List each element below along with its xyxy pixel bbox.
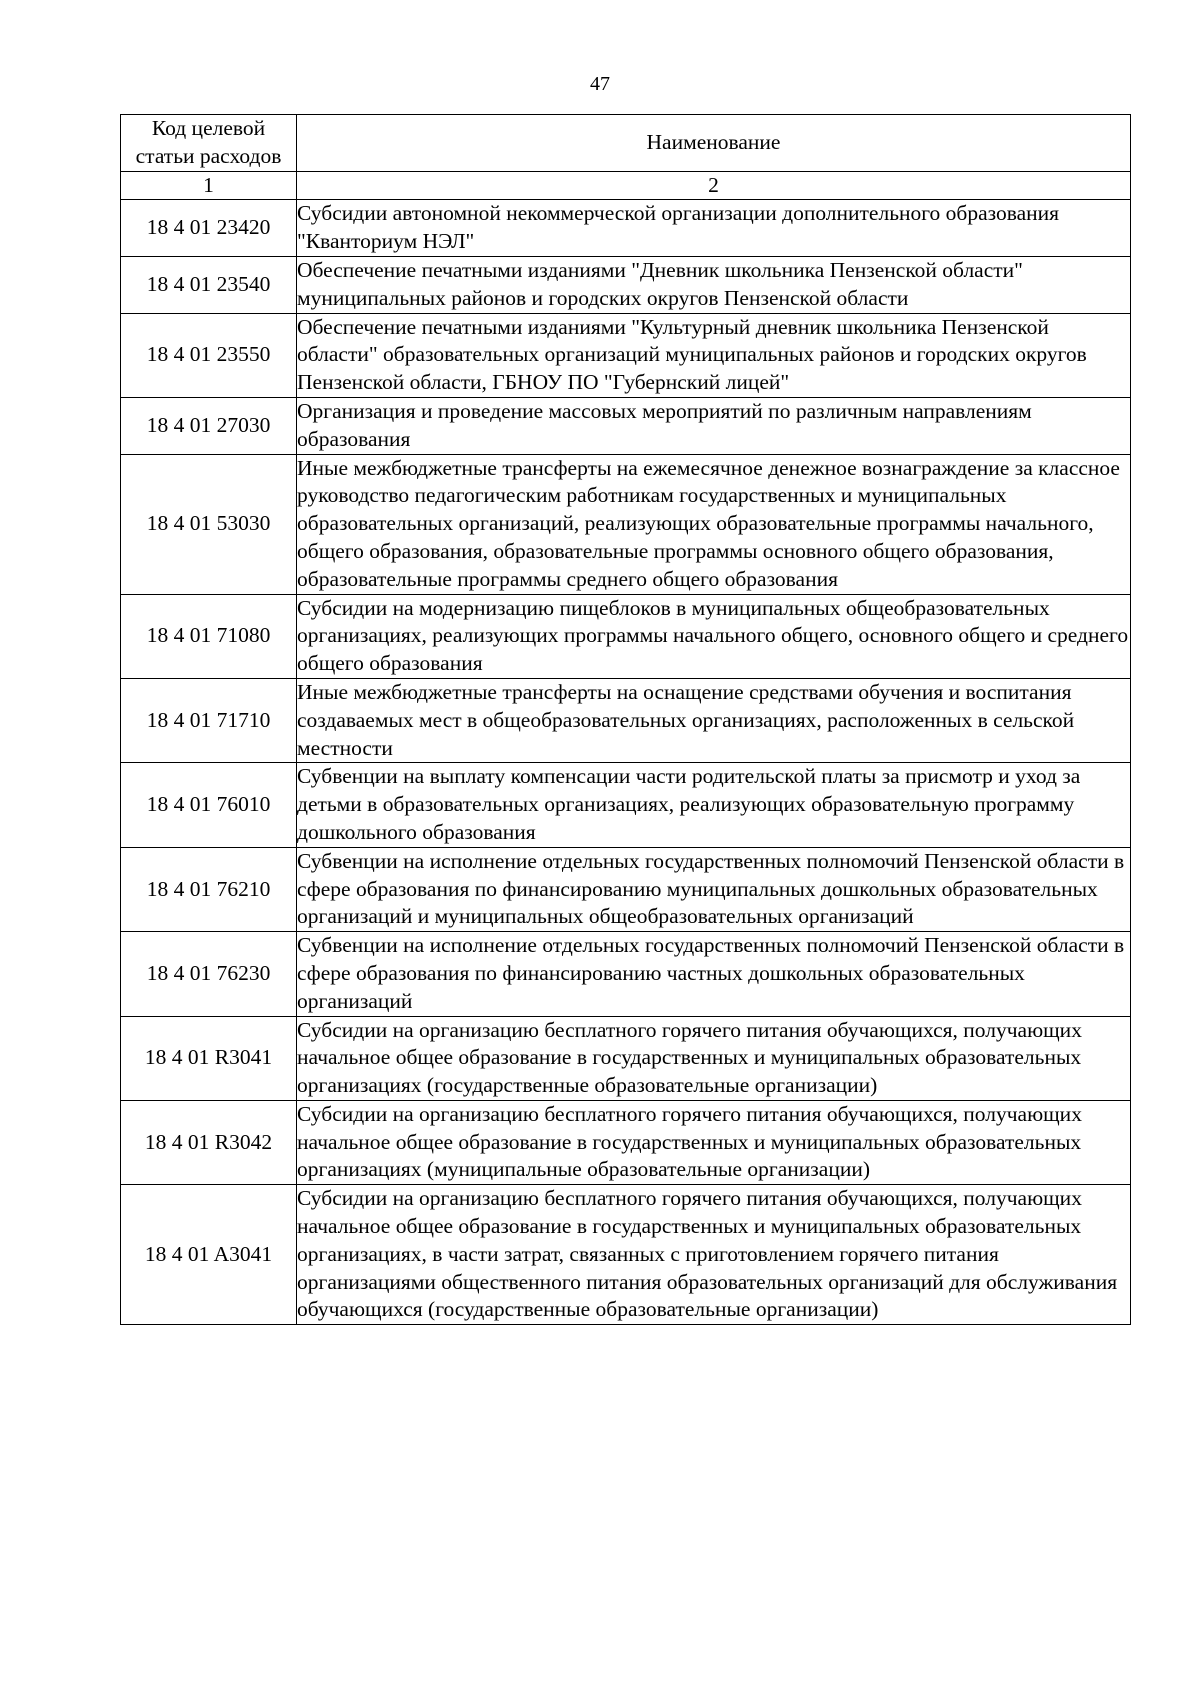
expense-name-cell: Субсидии автономной некоммерческой организации дополнительного образования "Кванториум НЭЛ" (297, 200, 1131, 257)
expense-name-cell: Субсидии на организацию бесплатного горячего питания обучающихся, получающих начальное общее образование в государственных и муниципальных образовательных организациях, в части затрат, связанных с приготовлением горячего питания организациями общественного питания образовательных организаций для обслуживания обучающихся (государственные образовательные организации) (297, 1185, 1131, 1325)
expense-name-cell: Иные межбюджетные трансферты на оснащение средствами обучения и воспитания создаваемых мест в общеобразовательных организациях, расположенных в сельской местности (297, 678, 1131, 762)
table-row (121, 397, 1131, 454)
expense-name-cell: Иные межбюджетные трансферты на ежемесячное денежное вознаграждение за классное руководство педагогическим работникам государственных и муниципальных образовательных организаций, реализующих образовательные программы начального, общего образования, образовательные программы основного общего образования, образовательные программы среднего общего образования (297, 454, 1131, 594)
expense-name-cell: Обеспечение печатными изданиями "Дневник школьника Пензенской области" муниципальных районов и городских округов Пензенской области (297, 256, 1131, 313)
table-row (121, 1185, 1131, 1325)
expense-code-cell: 18 4 01 23420 (121, 200, 297, 257)
expense-code-cell: 18 4 01 71080 (121, 594, 297, 678)
expense-name-cell: Субвенции на исполнение отдельных государственных полномочий Пензенской области в сфере образования по финансированию муниципальных дошкольных образовательных организаций и муниципальных общеобразовательных организаций (297, 847, 1131, 931)
table-row (121, 594, 1131, 678)
expense-code-cell: 18 4 01 27030 (121, 397, 297, 454)
table-row (121, 1100, 1131, 1184)
column-number-1: 1 (121, 171, 297, 200)
expense-code-cell: 18 4 01 R3041 (121, 1016, 297, 1100)
expense-name-cell: Субсидии на организацию бесплатного горячего питания обучающихся, получающих начальное общее образование в государственных и муниципальных образовательных организациях (государственные образовательные организации) (297, 1016, 1131, 1100)
budget-codes-table (120, 114, 1131, 1325)
expense-code-cell: 18 4 01 76230 (121, 932, 297, 1016)
expense-code-cell: 18 4 01 71710 (121, 678, 297, 762)
expense-code-cell: 18 4 01 23540 (121, 256, 297, 313)
expense-name-cell: Субвенции на исполнение отдельных государственных полномочий Пензенской области в сфере образования по финансированию частных дошкольных образовательных организаций (297, 932, 1131, 1016)
table-body (121, 200, 1131, 1325)
expense-name-cell: Субсидии на организацию бесплатного горячего питания обучающихся, получающих начальное общее образование в государственных и муниципальных образовательных организациях (муниципальные образовательные организации) (297, 1100, 1131, 1184)
header-code-column: Код целевой статьи расходов (121, 115, 297, 172)
table-row (121, 256, 1131, 313)
table-row (121, 763, 1131, 847)
expense-name-cell: Организация и проведение массовых мероприятий по различным направлениям образования (297, 397, 1131, 454)
table-row (121, 313, 1131, 397)
column-numbering-row (121, 171, 1131, 200)
table-row (121, 1016, 1131, 1100)
expense-code-cell: 18 4 01 R3042 (121, 1100, 297, 1184)
table-row (121, 847, 1131, 931)
table-header-row (121, 115, 1131, 172)
expense-name-cell: Субвенции на выплату компенсации части родительской платы за присмотр и уход за детьми в образовательных организациях, реализующих образовательную программу дошкольного образования (297, 763, 1131, 847)
table-row (121, 932, 1131, 1016)
header-name-column: Наименование (297, 115, 1131, 172)
expense-code-cell: 18 4 01 A3041 (121, 1185, 297, 1325)
expense-code-cell: 18 4 01 53030 (121, 454, 297, 594)
expense-name-cell: Субсидии на модернизацию пищеблоков в муниципальных общеобразовательных организациях, реализующих программы начального общего, основного общего и среднего общего образования (297, 594, 1131, 678)
expense-code-cell: 18 4 01 76010 (121, 763, 297, 847)
table-row (121, 200, 1131, 257)
page-number: 47 (590, 73, 610, 95)
expense-name-cell: Обеспечение печатными изданиями "Культурный дневник школьника Пензенской области" образовательных организаций муниципальных районов и городских округов Пензенской области, ГБНОУ ПО "Губернский лицей" (297, 313, 1131, 397)
expense-code-cell: 18 4 01 23550 (121, 313, 297, 397)
column-number-2: 2 (297, 171, 1131, 200)
expense-code-cell: 18 4 01 76210 (121, 847, 297, 931)
table-row (121, 454, 1131, 594)
table-row (121, 678, 1131, 762)
